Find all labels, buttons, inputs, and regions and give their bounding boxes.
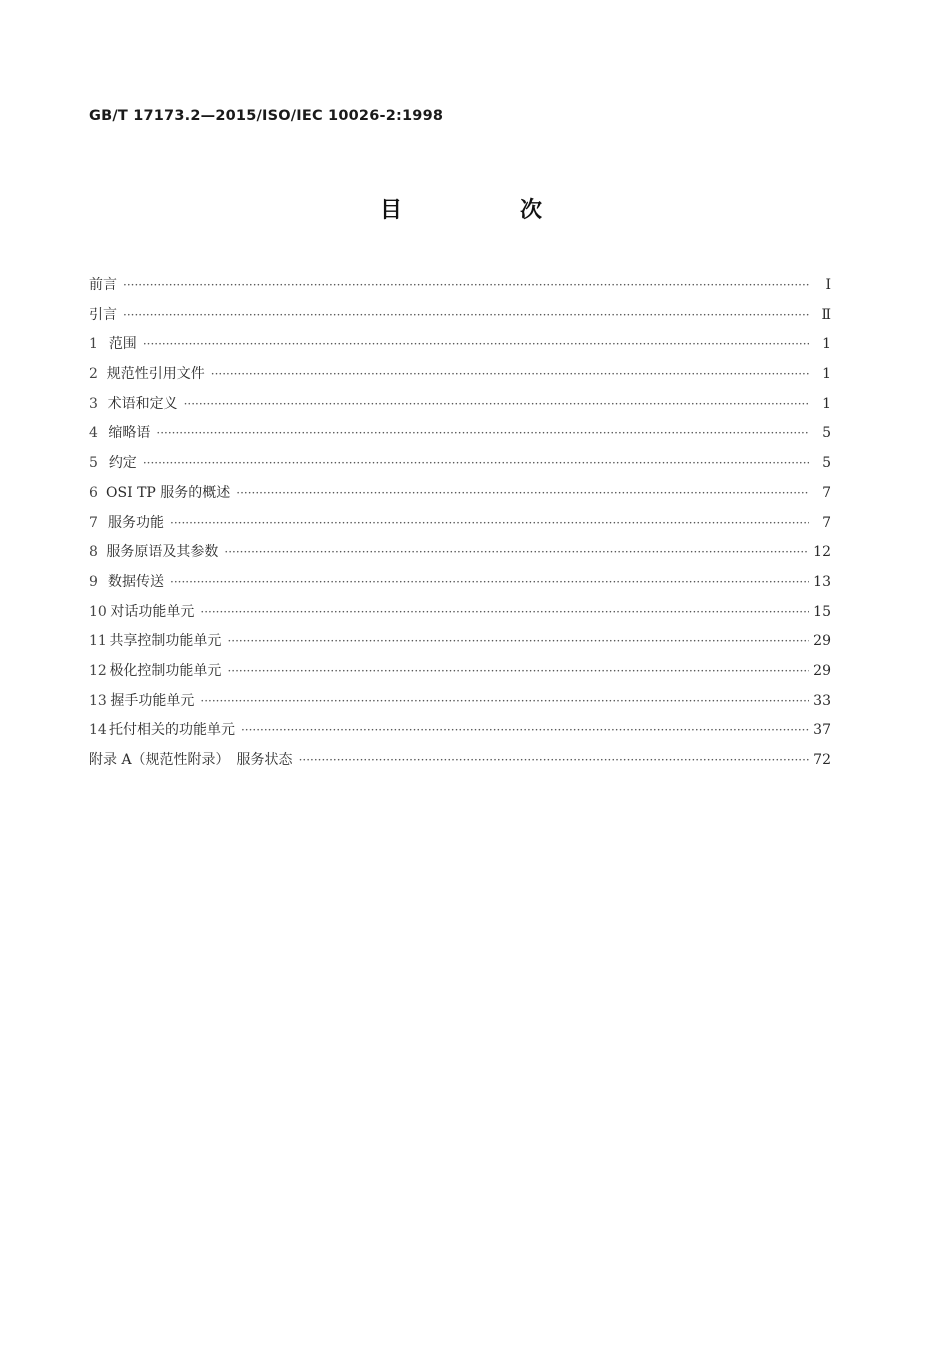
toc-entry-number: 2 bbox=[89, 366, 98, 383]
toc-leader-dots bbox=[123, 301, 809, 331]
toc-leader-dots bbox=[184, 390, 809, 420]
standard-code: GB/T 17173.2—2015/ISO/IEC 10026-2:1998 bbox=[89, 108, 444, 124]
toc-leader-dots bbox=[156, 419, 809, 449]
toc-leader-dots bbox=[123, 271, 809, 301]
toc-leader-dots bbox=[224, 538, 809, 568]
toc-entry[interactable] bbox=[89, 687, 831, 717]
toc-entry-label: 对话功能单元 bbox=[110, 603, 195, 620]
toc-entry-number: 7 bbox=[89, 514, 98, 531]
toc-entry-page: 1 bbox=[822, 366, 831, 383]
toc-entry-number: 5 bbox=[89, 455, 98, 472]
toc-entry-label: 术语和定义 bbox=[107, 395, 178, 412]
toc-entry-page: 72 bbox=[813, 752, 831, 768]
toc-entry[interactable] bbox=[89, 271, 831, 301]
toc-leader-dots bbox=[211, 360, 809, 390]
toc-entry-number: 10 bbox=[89, 603, 107, 620]
toc-entry[interactable] bbox=[89, 390, 831, 420]
toc-entry-page: 29 bbox=[813, 633, 831, 650]
toc-entry-number: 1 bbox=[89, 336, 98, 353]
toc-entry-label: 缩略语 bbox=[108, 425, 151, 442]
toc-entry-page: 37 bbox=[813, 722, 831, 739]
toc-entry-label: 引言 bbox=[89, 306, 117, 323]
toc-entry-page: 1 bbox=[822, 395, 831, 412]
toc-entry-page: 29 bbox=[813, 662, 831, 679]
toc-entry-page: 1 bbox=[822, 336, 831, 353]
toc-entry[interactable] bbox=[89, 301, 831, 331]
toc-entry-label: 范围 bbox=[108, 336, 137, 353]
toc-leader-dots bbox=[227, 657, 809, 687]
toc-entry[interactable] bbox=[89, 598, 831, 628]
toc-entry-number: 12 bbox=[89, 662, 107, 679]
toc-entry-number: 4 bbox=[89, 425, 98, 442]
toc-entry-label: 服务原语及其参数 bbox=[106, 544, 219, 561]
page-title: 目 次 bbox=[379, 198, 590, 223]
toc-entry-number: 13 bbox=[89, 692, 107, 709]
toc-entry-page: 13 bbox=[813, 573, 831, 590]
toc-leader-dots bbox=[200, 687, 809, 717]
toc-entry[interactable] bbox=[89, 746, 831, 776]
toc-entry-page: 5 bbox=[822, 425, 831, 442]
toc-entry-page: 12 bbox=[813, 544, 831, 561]
toc-entry-number: 11 bbox=[89, 633, 107, 650]
toc-leader-dots bbox=[299, 746, 809, 776]
toc-entry-label: 托付相关的功能单元 bbox=[108, 722, 235, 739]
toc-entry-label: 规范性引用文件 bbox=[106, 366, 205, 383]
toc-entry-page: 5 bbox=[822, 455, 831, 472]
toc-entry[interactable] bbox=[89, 568, 831, 598]
toc-entry-label: 服务功能 bbox=[108, 514, 164, 531]
toc-entry-page: 15 bbox=[813, 603, 831, 620]
toc-entry-label: 数据传送 bbox=[108, 573, 164, 590]
toc-entry-label: 前言 bbox=[89, 277, 117, 293]
toc-entry[interactable] bbox=[89, 509, 831, 539]
toc-leader-dots bbox=[236, 479, 809, 509]
toc-entry-label: 握手功能单元 bbox=[110, 692, 195, 709]
table-of-contents bbox=[89, 271, 831, 776]
toc-leader-dots bbox=[241, 716, 809, 746]
toc-entry-page: 7 bbox=[822, 484, 831, 501]
toc-entry[interactable] bbox=[89, 419, 831, 449]
toc-entry[interactable] bbox=[89, 330, 831, 360]
toc-entry[interactable] bbox=[89, 538, 831, 568]
toc-leader-dots bbox=[143, 330, 809, 360]
toc-entry-label: 极化控制功能单元 bbox=[109, 662, 222, 679]
toc-entry-number: 14 bbox=[89, 722, 107, 739]
toc-entry-page: 33 bbox=[813, 692, 831, 709]
toc-leader-dots bbox=[170, 509, 809, 539]
toc-entry-page: Ⅱ bbox=[821, 306, 831, 323]
toc-entry[interactable] bbox=[89, 716, 831, 746]
toc-entry-page: 7 bbox=[822, 514, 831, 531]
toc-entry-page: Ⅰ bbox=[825, 277, 831, 293]
toc-entry[interactable] bbox=[89, 360, 831, 390]
toc-entry[interactable] bbox=[89, 657, 831, 687]
toc-entry-label: 共享控制功能单元 bbox=[109, 633, 222, 650]
toc-entry[interactable] bbox=[89, 479, 831, 509]
toc-entry-label: OSI TP 服务的概述 bbox=[106, 484, 231, 501]
toc-entry-number: 3 bbox=[89, 395, 98, 412]
toc-entry[interactable] bbox=[89, 449, 831, 479]
toc-entry-label: 约定 bbox=[108, 455, 137, 472]
toc-leader-dots bbox=[143, 449, 809, 479]
toc-entry-label: 附录 A（规范性附录） 服务状态 bbox=[89, 752, 293, 768]
toc-entry-number: 6 bbox=[89, 484, 98, 501]
toc-leader-dots bbox=[227, 627, 809, 657]
toc-entry[interactable] bbox=[89, 627, 831, 657]
toc-entry-number: 9 bbox=[89, 573, 98, 590]
toc-leader-dots bbox=[170, 568, 809, 598]
toc-leader-dots bbox=[200, 598, 809, 628]
toc-entry-number: 8 bbox=[89, 544, 98, 561]
